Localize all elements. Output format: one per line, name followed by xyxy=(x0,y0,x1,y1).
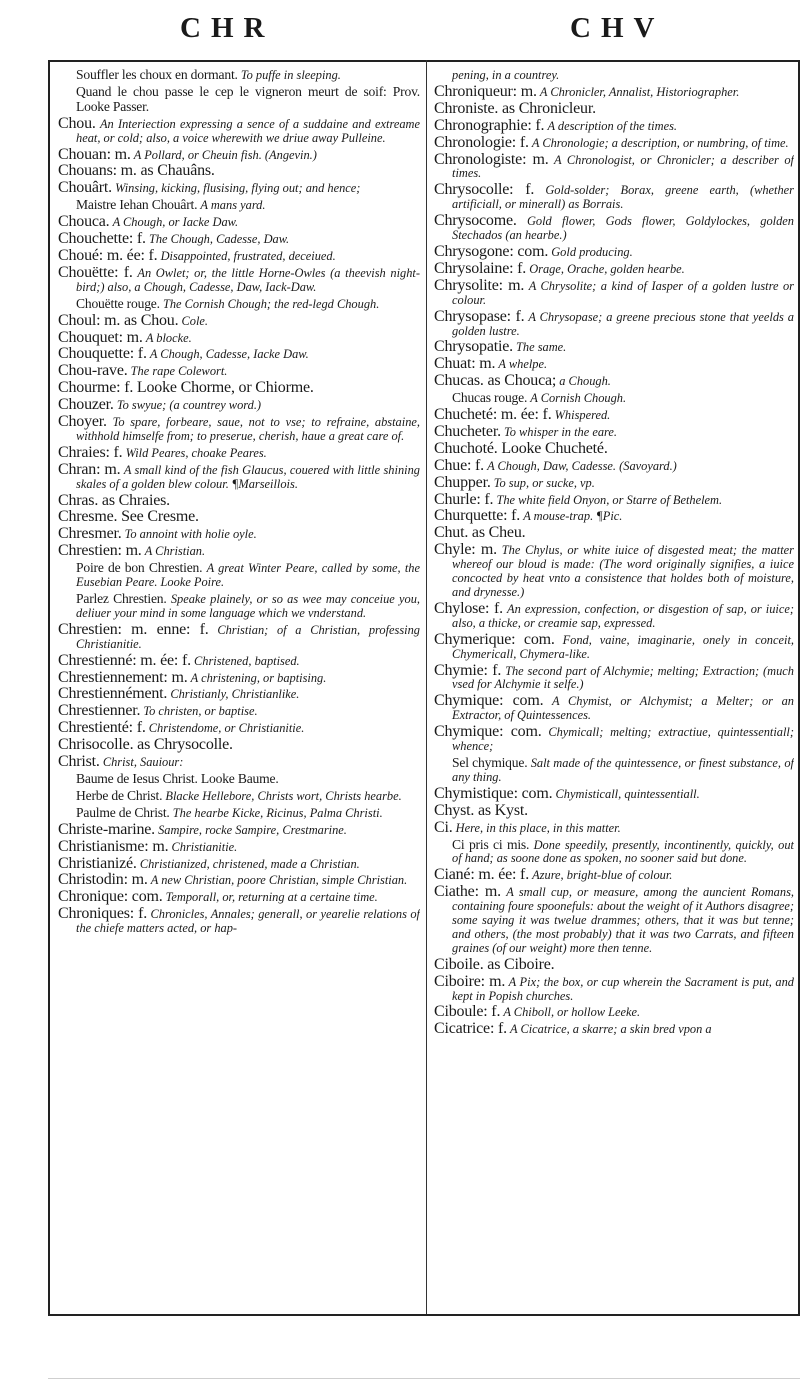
dictionary-entry xyxy=(58,755,420,770)
frame-bottom-rule xyxy=(48,1314,800,1316)
entry-definition: Christianized, christened, made a Christian. xyxy=(139,856,360,871)
entry-headword: Quand le chou passe le cep le vigneron meurt de soif: Prov. Looke Passer. xyxy=(76,83,420,114)
entry-definition: Done speedily, presently, incontinently, quickly, out of hand; as soone done as spoken, no sooner said but done. xyxy=(452,837,794,866)
dictionary-entry xyxy=(58,544,420,559)
dictionary-entry xyxy=(58,347,420,362)
entry-definition: Disappointed, frustrated, deceiued. xyxy=(160,248,336,263)
dictionary-entry xyxy=(434,307,794,339)
dictionary-entry xyxy=(434,509,794,524)
entry-definition: The second part of Alchymie; melting; Extraction; (much vsed for Alchymie it selfe.) xyxy=(452,663,794,692)
dictionary-page xyxy=(48,6,800,1324)
entry-headword: Chouquette: f. xyxy=(58,345,147,363)
dictionary-entry xyxy=(434,868,794,883)
dictionary-entry xyxy=(434,374,794,389)
entry-headword: Chourme: f. Looke Chorme, or Chiorme. xyxy=(58,379,314,397)
entry-definition: A Chough, or Iacke Daw. xyxy=(112,215,239,230)
entry-definition: Christened, baptised. xyxy=(194,653,300,668)
dictionary-entry xyxy=(58,443,420,461)
entry-headword: Chucas rouge. xyxy=(452,390,528,406)
entry-headword: Chrestienner. xyxy=(58,702,141,720)
entry-headword: Ci pris ci mis. xyxy=(452,836,530,852)
entry-headword: Chylose: f. xyxy=(434,599,503,617)
scan-edge-line xyxy=(48,1378,800,1379)
entry-definition: The Chylus, or white iuice of disgested meat; the matter whereof our bloud is made: (The word originally signifies, a iuice concocted by heat vnto a consistence that holdes both of moisture, and drynesse.) xyxy=(452,543,794,599)
dictionary-entry xyxy=(434,473,794,491)
dictionary-entry xyxy=(58,460,420,492)
dictionary-subentry xyxy=(58,789,420,804)
entry-definition: A Christian. xyxy=(144,544,206,559)
dictionary-entry xyxy=(434,694,794,723)
entry-definition: Christianitie. xyxy=(171,839,238,854)
dictionary-entry xyxy=(58,890,420,905)
entry-headword: Chymistique: com. xyxy=(434,784,553,802)
dictionary-entry xyxy=(58,820,420,838)
dictionary-entry xyxy=(434,490,794,508)
dictionary-entry xyxy=(58,491,420,509)
entry-definition: Wild Peares, choake Peares. xyxy=(125,445,267,460)
dictionary-entry xyxy=(58,527,420,542)
entry-definition: A new Christian, poore Christian, simple Christian. xyxy=(150,873,408,888)
entry-headword: Chrysogone: com. xyxy=(434,242,549,260)
entry-definition: The rape Colewort. xyxy=(130,364,228,379)
entry-definition: A mans yard. xyxy=(200,198,266,213)
dictionary-entry xyxy=(434,276,794,308)
entry-headword: Chucas. as Chouca; xyxy=(434,372,557,390)
entry-definition: A blocke. xyxy=(145,330,192,345)
entry-headword: Chrysolaine: f. xyxy=(434,259,527,277)
entry-headword: Parlez Chrestien. xyxy=(76,591,167,606)
entry-definition: A Chymist, or Alchymist; a Melter; or an Extractor, of Quintessences. xyxy=(452,694,794,723)
entry-definition: Speake plainely, or so as wee may conceiue you, deliuer your mind in some language which we vnderstand. xyxy=(76,592,420,620)
dictionary-entry xyxy=(58,232,420,247)
entry-headword: Chut. as Cheu. xyxy=(434,524,526,542)
entry-headword: Chrestien: m. xyxy=(58,542,142,560)
dictionary-entry xyxy=(58,668,420,686)
entry-headword: Chou-rave. xyxy=(58,362,128,380)
running-headwords xyxy=(48,6,800,58)
entry-headword: Chrestiennement: m. xyxy=(58,668,188,686)
entry-definition: Temporall, or, returning at a certaine time. xyxy=(165,890,378,905)
entry-definition: Chymicall; melting; extractiue, quintessentiall; whence; xyxy=(452,725,794,754)
entry-headword: Herbe de Christ. xyxy=(76,787,163,803)
dictionary-entry xyxy=(58,246,420,264)
dictionary-subentry xyxy=(58,68,420,83)
entry-definition: Blacke Hellebore, Christs wort, Christs hearbe. xyxy=(165,788,402,803)
entry-definition: To puffe in sleeping. xyxy=(240,68,341,82)
entry-headword: Chrysopase: f. xyxy=(434,307,525,325)
entry-headword: Chucheté: m. ée: f. xyxy=(434,406,552,424)
dictionary-entry xyxy=(58,381,420,396)
entry-definition: A Chronologist, or Chronicler; a describer of times. xyxy=(452,152,794,181)
entry-headword: Cicatrice: f. xyxy=(434,1020,507,1038)
entry-definition: To whisper in the eare. xyxy=(503,424,617,439)
dictionary-entry xyxy=(434,599,794,631)
entry-headword: Chouëtte rouge. xyxy=(76,295,160,311)
entry-definition: The same. xyxy=(516,340,567,355)
entry-definition: Azure, bright-blue of colour. xyxy=(532,868,673,883)
entry-headword: Chyst. as Kyst. xyxy=(434,801,528,819)
dictionary-entry xyxy=(434,1005,794,1020)
entry-headword: Ciané: m. ée: f. xyxy=(434,866,529,884)
dictionary-entry xyxy=(58,651,420,669)
entry-definition: To annoint with holie oyle. xyxy=(124,527,257,542)
dictionary-entry xyxy=(58,837,420,855)
entry-headword: Chrysocome. xyxy=(434,212,517,230)
entry-definition: Cole. xyxy=(181,313,209,328)
entry-headword: Chronique: com. xyxy=(58,888,163,906)
entry-definition: Sampire, rocke Sampire, Crestmarine. xyxy=(158,822,347,837)
entry-headword: Chroniques: f. xyxy=(58,905,148,923)
dictionary-entry xyxy=(58,510,420,525)
entry-headword: Churle: f. xyxy=(434,490,494,508)
entry-definition: Fond, vaine, imaginarie, onely in conceit, Chymericall, Chymera-like. xyxy=(452,632,794,661)
entry-definition: The white field Onyon, or Starre of Bethelem. xyxy=(496,492,723,507)
entry-headword: Chouquet: m. xyxy=(58,328,143,346)
entry-headword: Chouârt. xyxy=(58,179,112,197)
entry-definition: Gold flower, Gods flower, Goldylockes, golden Stechados (an hearbe.) xyxy=(452,214,794,243)
entry-headword: Chouca. xyxy=(58,213,110,231)
entry-headword: Christ. xyxy=(58,753,100,771)
dictionary-subentry xyxy=(434,391,794,406)
entry-headword: Chroniqueur: m. xyxy=(434,82,537,100)
entry-definition: A Pix; the box, or cup wherein the Sacrament is put, and kept in Popish churches. xyxy=(452,974,794,1003)
dictionary-entry xyxy=(434,526,794,541)
entry-headword: Chrestienné: m. ée: f. xyxy=(58,651,191,669)
entry-headword: Chymerique: com. xyxy=(434,630,555,648)
entry-definition: A mouse-trap. ¶Pic. xyxy=(523,509,623,524)
dictionary-entry xyxy=(434,543,794,600)
dictionary-entry xyxy=(434,955,794,973)
column-divider xyxy=(426,60,427,1314)
entry-definition: Winsing, kicking, flusising, flying out; and hence; xyxy=(115,181,361,196)
entry-headword: Ci. xyxy=(434,818,453,836)
entry-headword: Chroniste. as Chronicleur. xyxy=(434,99,596,117)
dictionary-subentry xyxy=(58,297,420,312)
dictionary-entry xyxy=(58,145,420,163)
entry-headword: Chyle: m. xyxy=(434,541,497,559)
entry-headword: Baume de Iesus Christ. Looke Baume. xyxy=(76,770,279,786)
entry-definition: A Chrysopase; a greene precious stone that yeelds a golden lustre. xyxy=(452,309,794,338)
dictionary-entry xyxy=(58,181,420,196)
frame-left-rule xyxy=(48,60,50,1314)
dictionary-entry xyxy=(58,738,420,753)
dictionary-entry xyxy=(434,357,794,372)
entry-headword: Christodin: m. xyxy=(58,871,148,889)
dictionary-entry xyxy=(434,818,794,836)
dictionary-entry xyxy=(58,164,420,179)
entry-headword: Chrestienté: f. xyxy=(58,719,146,737)
dictionary-subentry xyxy=(434,838,794,867)
dictionary-entry xyxy=(434,661,794,693)
dictionary-entry xyxy=(434,259,794,277)
dictionary-subentry xyxy=(58,772,420,787)
entry-headword: Sel chymique. xyxy=(452,754,528,770)
entry-headword: Chrisocolle. as Chrysocolle. xyxy=(58,736,233,754)
dictionary-entry xyxy=(434,630,794,662)
dictionary-entry xyxy=(58,854,420,872)
entry-definition: A Chough, Cadesse, Iacke Daw. xyxy=(149,347,309,362)
entry-headword: Chresmer. xyxy=(58,525,122,543)
entry-headword: Chouan: m. xyxy=(58,145,131,163)
entry-definition: Salt made of the quintessence, or finest substance, of any thing. xyxy=(452,755,794,784)
dictionary-entry xyxy=(58,620,420,652)
entry-headword: Chronologiste: m. xyxy=(434,150,549,168)
dictionary-subentry xyxy=(58,85,420,115)
entry-definition: A great Winter Peare, called by some, the Eusebian Peare. Looke Poire. xyxy=(76,561,420,590)
entry-headword: Ciboule: f. xyxy=(434,1003,501,1021)
entry-headword: Chraies: f. xyxy=(58,443,123,461)
entry-definition: pening, in a countrey. xyxy=(452,68,560,82)
entry-headword: Chronographie: f. xyxy=(434,116,545,134)
dictionary-entry xyxy=(434,82,794,100)
dictionary-entry xyxy=(58,704,420,719)
dictionary-entry xyxy=(434,99,794,117)
dictionary-entry xyxy=(434,408,794,423)
dictionary-entry xyxy=(434,725,794,754)
dictionary-entry xyxy=(434,456,794,474)
dictionary-entry xyxy=(58,721,420,736)
entry-headword: Chuat: m. xyxy=(434,355,496,373)
dictionary-entry xyxy=(58,398,420,413)
entry-headword: Chouëtte: f. xyxy=(58,263,133,281)
entry-headword: Chresme. See Cresme. xyxy=(58,508,199,526)
dictionary-entry xyxy=(434,422,794,440)
entry-definition: Here, in this place, in this matter. xyxy=(455,820,621,835)
entry-definition: An Owlet; or, the little Horne-Owles (a theevish night-bird;) also, a Chough, Cadesse, Daw, Iack-Daw. xyxy=(76,265,420,294)
entry-definition: A description of the times. xyxy=(547,118,677,133)
entry-headword: Chronologie: f. xyxy=(434,133,529,151)
entry-definition: Whispered. xyxy=(554,408,611,423)
entry-headword: Chou. xyxy=(58,114,96,132)
left-column xyxy=(58,68,420,1310)
left-headword: CHR xyxy=(180,12,275,44)
entry-headword: Christianisme: m. xyxy=(58,837,169,855)
entry-definition: To christen, or baptise. xyxy=(143,704,258,719)
frame-right-rule xyxy=(798,60,800,1314)
dictionary-entry xyxy=(58,328,420,346)
entry-headword: Choul: m. as Chou. xyxy=(58,311,179,329)
entry-headword: Chrysocolle: f. xyxy=(434,181,535,199)
entry-definition: A Chrysolite; a kind of Iasper of a golden lustre or colour. xyxy=(452,278,794,307)
entry-headword: Choyer. xyxy=(58,413,107,431)
dictionary-entry xyxy=(58,215,420,230)
entry-definition: An Interiection expressing a sence of a suddaine and extreame heat, or cold; also, a voice wherewith we driue away Pulleine. xyxy=(76,116,420,145)
entry-headword: Chrysopatie. xyxy=(434,338,513,356)
entry-definition: a Chough. xyxy=(559,374,611,389)
entry-definition: A Cornish Chough. xyxy=(530,391,627,406)
entry-headword: Chymique: com. xyxy=(434,723,542,741)
entry-definition: To swyue; (a countrey word.) xyxy=(116,398,262,413)
entry-headword: Chymique: com. xyxy=(434,692,544,710)
entry-headword: Chouzer. xyxy=(58,396,114,414)
entry-headword: Churquette: f. xyxy=(434,507,521,525)
entry-headword: Souffler les choux en dormant. xyxy=(76,68,238,82)
dictionary-subentry xyxy=(58,561,420,590)
entry-definition: Gold producing. xyxy=(551,244,633,259)
entry-headword: Chupper. xyxy=(434,473,491,491)
entry-definition: A Chronicler, Annalist, Historiographer. xyxy=(539,84,740,99)
entry-headword: Chrestien: m. enne: f. xyxy=(58,620,209,638)
entry-headword: Chue: f. xyxy=(434,456,484,474)
frame-top-rule xyxy=(48,60,800,62)
dictionary-entry xyxy=(58,873,420,888)
dictionary-entry xyxy=(434,340,794,355)
dictionary-entry xyxy=(434,1022,794,1037)
dictionary-subentry xyxy=(58,592,420,621)
entry-definition: A small cup, or measure, among the auncient Romans, containing foure spoonefuls: about the weight of it Authors disagree; some saying it was twelue drammes; others, that it was but tenne; and others, (the most probably) that it was two Carrats, and fifteen graines (of our weight) more then tenne. xyxy=(452,885,794,955)
dictionary-subentry xyxy=(58,806,420,821)
dictionary-entry xyxy=(434,972,794,1004)
entry-definition: The hearbe Kicke, Ricinus, Palma Christi. xyxy=(172,805,383,820)
dictionary-entry xyxy=(434,439,794,457)
entry-headword: Chymie: f. xyxy=(434,661,502,679)
dictionary-entry xyxy=(434,116,794,134)
entry-definition: Christendome, or Christianitie. xyxy=(148,721,305,736)
entry-definition: The Cornish Chough; the red-legd Chough. xyxy=(162,296,380,311)
dictionary-entry xyxy=(58,364,420,379)
entry-headword: Chran: m. xyxy=(58,460,121,478)
dictionary-entry xyxy=(58,687,420,702)
dictionary-entry xyxy=(434,784,794,802)
dictionary-subentry xyxy=(434,68,794,83)
entry-definition: A whelpe. xyxy=(498,357,548,372)
entry-definition: Chronicles, Annales; generall, or yearelie relations of the chiefe matters acted, or hap- xyxy=(76,907,420,936)
entry-headword: Paulme de Christ. xyxy=(76,804,170,820)
entry-definition: Christianly, Christianlike. xyxy=(170,687,300,702)
dictionary-entry xyxy=(58,311,420,329)
entry-headword: Ciboire: m. xyxy=(434,972,506,990)
entry-headword: Ciboile. as Ciboire. xyxy=(434,955,555,973)
entry-headword: Chouchette: f. xyxy=(58,230,146,248)
entry-headword: Chouans: m. as Chauâns. xyxy=(58,162,215,180)
dictionary-entry xyxy=(434,150,794,182)
entry-headword: Chrestiennément. xyxy=(58,685,168,703)
entry-definition: Chymisticall, quintessentiall. xyxy=(555,786,700,801)
entry-definition: Christian; of a Christian, professing Christianitie. xyxy=(76,622,420,651)
entry-headword: Chras. as Chraies. xyxy=(58,491,170,509)
entry-headword: Choué: m. ée: f. xyxy=(58,246,158,264)
entry-definition: A Pollard, or Cheuin fish. (Angevin.) xyxy=(133,147,317,162)
entry-definition: The Chough, Cadesse, Daw. xyxy=(148,232,290,247)
entry-definition: A Chiboll, or hollow Leeke. xyxy=(503,1005,641,1020)
dictionary-entry xyxy=(434,801,794,819)
dictionary-entry xyxy=(434,885,794,956)
entry-headword: Chrysolite: m. xyxy=(434,276,525,294)
dictionary-entry xyxy=(434,242,794,260)
dictionary-entry xyxy=(434,183,794,212)
entry-definition: A Chough, Daw, Cadesse. (Savoyard.) xyxy=(487,458,677,473)
entry-headword: Chuchoté. Looke Chucheté. xyxy=(434,439,608,457)
dictionary-entry xyxy=(434,133,794,151)
entry-headword: Chucheter. xyxy=(434,422,501,440)
dictionary-subentry xyxy=(434,756,794,785)
entry-definition: An expression, confection, or disgestion of sap, or iuice; also, a thicke, or creamie sap, expressed. xyxy=(452,601,794,630)
entry-definition: A small kind of the fish Glaucus, couered with little shining skales of a golden blew colour. ¶Marseillois. xyxy=(76,462,420,491)
entry-definition: A christening, or baptising. xyxy=(190,670,327,685)
entry-definition: Christ, Sauiour: xyxy=(102,755,184,770)
entry-definition: A Chronologie; a description, or numbring, of time. xyxy=(531,135,789,150)
entry-definition: To sup, or sucke, vp. xyxy=(493,475,595,490)
entry-headword: Christe-marine. xyxy=(58,820,155,838)
entry-definition: Orage, Orache, golden hearbe. xyxy=(529,261,685,276)
dictionary-entry xyxy=(58,907,420,936)
right-column xyxy=(434,68,794,1310)
entry-headword: Ciathe: m. xyxy=(434,883,501,901)
right-headword: CHV xyxy=(570,12,665,44)
dictionary-entry xyxy=(434,214,794,243)
entry-definition: Gold-solder; Borax, greene earth, (whether artificiall, or minerall) as Borrais. xyxy=(452,183,794,212)
entry-definition: A Cicatrice, a skarre; a skin bred vpon a xyxy=(510,1022,712,1037)
entry-headword: Poire de bon Chrestien. xyxy=(76,560,203,576)
dictionary-subentry xyxy=(58,198,420,213)
entry-definition: To spare, forbeare, saue, not to vse; to refraine, abstaine, withhold himselfe from; to preserue, cherish, haue a great care of. xyxy=(76,415,420,443)
entry-headword: Maistre Iehan Chouârt. xyxy=(76,197,198,213)
dictionary-entry xyxy=(58,263,420,295)
entry-headword: Christianizé. xyxy=(58,854,137,872)
dictionary-entry xyxy=(58,415,420,444)
dictionary-entry xyxy=(58,114,420,146)
